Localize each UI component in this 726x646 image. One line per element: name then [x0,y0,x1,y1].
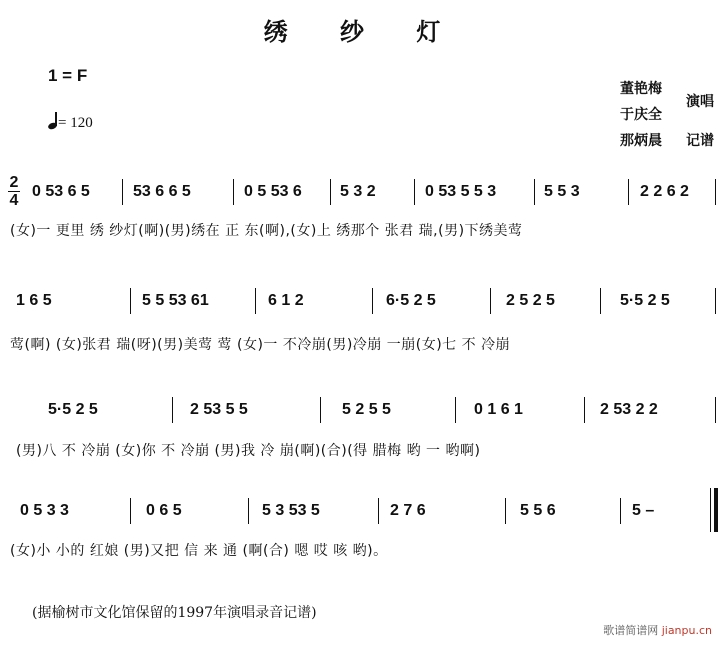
transcriber: 那炳晨 [620,133,662,149]
measure: 5·5 2 5 [620,292,670,309]
barline [600,288,601,314]
measure: 53 6 6 5 [133,183,191,200]
measure: 2 53 5 5 [190,401,248,418]
measure: 2 53 2 2 [600,401,658,418]
measure: 5 5 6 [520,502,556,519]
barline [122,179,123,205]
barline [372,288,373,314]
system-2-lyrics: 莺(啊) (女)张君 瑞(呀)(男)美莺 莺 (女)一 不冷崩(男)冷崩 一崩(女)七 不 冷崩 [10,337,511,353]
key-signature: 1 = F [48,66,88,85]
barline [628,179,629,205]
measure: 5 5 53 61 [142,292,209,309]
barline [330,179,331,205]
final-barline-thin [710,488,711,532]
system-1-notes [0,183,726,209]
tempo-value: = 120 [58,115,93,131]
barline [534,179,535,205]
barline [378,498,379,524]
song-title: 绣 纱 灯 [263,17,463,46]
measure: 0 6 5 [146,502,182,519]
measure: 5 3 53 5 [262,502,320,519]
barline [455,397,456,423]
barline [320,397,321,423]
measure: 5 3 2 [340,183,376,200]
barline [620,498,621,524]
measure: 0 5 53 6 [244,183,302,200]
barline [584,397,585,423]
system-3-lyrics: (男)八 不 冷崩 (女)你 不 冷崩 (男)我 冷 崩(啊)(合)(得 腊梅 哟 一 哟啊) [16,443,481,459]
barline [715,288,716,314]
singer-role: 演唱 [686,94,714,110]
watermark-site-name: 歌谱简谱网 [603,624,662,637]
singer1: 董艳梅 [620,81,662,97]
system-4-notes [0,502,726,528]
measure: 1 6 5 [16,292,52,309]
measure: 5·5 2 5 [48,401,98,418]
measure: 2 7 6 [390,502,426,519]
watermark-domain: jianpu.cn [661,624,712,637]
measure: 2 5 2 5 [506,292,555,309]
measure: 0 1 6 1 [474,401,523,418]
transcriber-role: 记谱 [686,133,714,149]
singer2: 于庆全 [620,107,662,123]
measure: 5 – [632,502,655,519]
measure: 6 1 2 [268,292,304,309]
barline [172,397,173,423]
final-barline-thick [714,488,718,532]
barline [130,288,131,314]
measure: 5 5 3 [544,183,580,200]
measure: 0 5 3 3 [20,502,69,519]
watermark [603,622,712,638]
time-signature-bottom: 4 [9,192,19,209]
system-3-notes [0,401,726,427]
measure: 6·5 2 5 [386,292,436,309]
barline [715,397,716,423]
barline [715,179,716,205]
barline [505,498,506,524]
source-note: (据榆树市文化馆保留的1997年演唱录音记谱) [32,605,317,621]
measure: 0 53 5 5 3 [425,183,497,200]
barline [490,288,491,314]
barline [130,498,131,524]
barline [255,288,256,314]
measure: 0 53 6 5 [32,183,90,200]
measure: 5 2 5 5 [342,401,391,418]
barline [414,179,415,205]
system-2-notes [0,292,726,318]
barline [248,498,249,524]
system-4-lyrics: (女)小 小的 红娘 (男)又把 信 来 通 (啊(合) 嗯 哎 咳 哟)。 [10,543,388,559]
system-1-lyrics: (女)一 更里 绣 纱灯(啊)(男)绣在 正 东(啊),(女)上 绣那个 张君 瑞,(男)下绣美莺 [10,223,523,239]
time-signature-top: 2 [9,174,19,191]
barline [233,179,234,205]
quarter-note-icon [48,113,58,129]
measure: 2 2 6 2 [640,183,689,200]
tempo-marking [48,113,93,132]
